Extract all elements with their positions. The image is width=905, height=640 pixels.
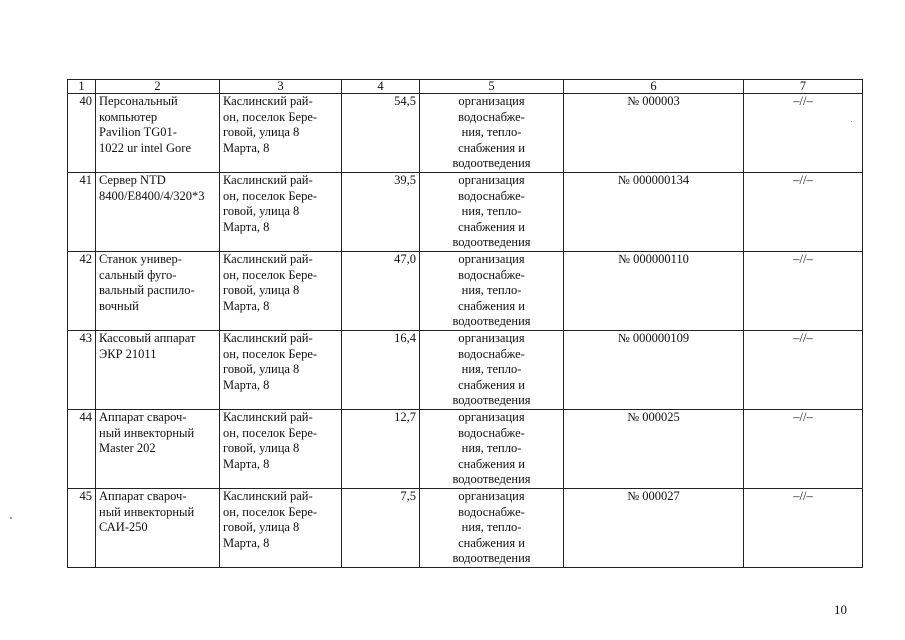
item-owner-line: снабжения и <box>458 298 525 313</box>
item-owner <box>420 173 564 252</box>
scan-speck <box>10 517 12 519</box>
item-owner-line: водоотведения <box>452 235 531 249</box>
item-name <box>96 252 220 331</box>
item-owner-line: водоотведения <box>452 156 531 170</box>
table-row <box>68 489 863 568</box>
property-table <box>67 79 863 568</box>
item-owner-line: водоснабже- <box>458 504 525 519</box>
inventory-number: № 000003 <box>564 94 744 173</box>
row-number: 44 <box>68 410 96 489</box>
col-header-4: 4 <box>342 80 420 94</box>
item-name-line: Персональный <box>99 94 178 108</box>
scan-speck <box>851 121 852 122</box>
item-address-line: Каслинский рай- <box>223 410 313 424</box>
item-owner-line: организация <box>458 410 525 424</box>
item-name-line: Pavilion TG01- <box>99 125 177 139</box>
row-number: 43 <box>68 331 96 410</box>
item-note: –//– <box>744 252 863 331</box>
item-owner-line: водоотведения <box>452 314 531 328</box>
item-name <box>96 94 220 173</box>
item-note: –//– <box>744 173 863 252</box>
table-row <box>68 252 863 331</box>
item-address-line: говой, улица 8 <box>223 125 300 139</box>
item-address-line: Марта, 8 <box>223 456 270 471</box>
item-owner <box>420 410 564 489</box>
item-owner-line: снабжения и <box>458 219 525 234</box>
item-address-line: Марта, 8 <box>223 219 270 234</box>
item-address-line: Марта, 8 <box>223 140 270 155</box>
item-owner-line: ния, тепло- <box>461 441 522 455</box>
item-address-line: Каслинский рай- <box>223 173 313 187</box>
item-address-line: он, поселок Бере- <box>223 504 318 519</box>
item-address-line: он, поселок Бере- <box>223 346 318 361</box>
item-address-line: он, поселок Бере- <box>223 188 318 203</box>
item-value: 54,5 <box>342 94 420 173</box>
col-header-5: 5 <box>420 80 564 94</box>
item-owner-line: ния, тепло- <box>461 520 522 534</box>
item-owner-line: водоотведения <box>452 551 531 565</box>
item-owner <box>420 331 564 410</box>
item-value: 12,7 <box>342 410 420 489</box>
item-name-line: Кассовый аппарат <box>99 331 196 345</box>
item-owner-line: водоснабже- <box>458 109 525 124</box>
item-address-line: он, поселок Бере- <box>223 109 318 124</box>
item-note: –//– <box>744 331 863 410</box>
item-name-line: 1022 ur intel Gore <box>99 140 191 155</box>
inventory-number: № 000000134 <box>564 173 744 252</box>
inventory-number: № 000027 <box>564 489 744 568</box>
item-name-line: Аппарат свароч- <box>99 410 187 424</box>
page-number: 10 <box>834 602 847 617</box>
item-owner <box>420 94 564 173</box>
col-header-2: 2 <box>96 80 220 94</box>
item-address-line: говой, улица 8 <box>223 283 300 297</box>
item-owner-line: водоснабже- <box>458 346 525 361</box>
col-header-3: 3 <box>220 80 342 94</box>
item-address-line: Марта, 8 <box>223 535 270 550</box>
item-owner-line: водоснабже- <box>458 425 525 440</box>
item-address <box>220 252 342 331</box>
item-note: –//– <box>744 489 863 568</box>
item-name <box>96 331 220 410</box>
table-row <box>68 331 863 410</box>
item-owner-line: водоотведения <box>452 393 531 407</box>
item-name <box>96 173 220 252</box>
item-owner-line: организация <box>458 94 525 108</box>
item-address-line: Каслинский рай- <box>223 331 313 345</box>
item-name-line: Master 202 <box>99 441 156 455</box>
row-number: 41 <box>68 173 96 252</box>
item-owner-line: снабжения и <box>458 140 525 155</box>
item-value: 7,5 <box>342 489 420 568</box>
item-note: –//– <box>744 410 863 489</box>
header-row <box>68 80 863 94</box>
table-row <box>68 410 863 489</box>
item-name-line: компьютер <box>99 109 158 124</box>
item-owner-line: снабжения и <box>458 456 525 471</box>
item-owner-line: снабжения и <box>458 535 525 550</box>
col-header-1: 1 <box>68 80 96 94</box>
item-address <box>220 410 342 489</box>
item-owner-line: организация <box>458 331 525 345</box>
item-owner <box>420 489 564 568</box>
item-address-line: говой, улица 8 <box>223 362 300 376</box>
item-owner-line: ния, тепло- <box>461 204 522 218</box>
row-number: 40 <box>68 94 96 173</box>
item-address-line: говой, улица 8 <box>223 204 300 218</box>
item-name-line: Сервер NTD <box>99 173 166 187</box>
item-owner-line: ния, тепло- <box>461 362 522 376</box>
item-owner-line: организация <box>458 489 525 503</box>
item-note: –//– <box>744 94 863 173</box>
item-address <box>220 489 342 568</box>
item-address-line: Каслинский рай- <box>223 252 313 266</box>
item-name-line: ЭКР 21011 <box>99 346 157 361</box>
item-address <box>220 94 342 173</box>
item-name-line: вочный <box>99 298 139 313</box>
item-address-line: Каслинский рай- <box>223 94 313 108</box>
item-owner-line: водоснабже- <box>458 267 525 282</box>
item-address <box>220 331 342 410</box>
col-header-6: 6 <box>564 80 744 94</box>
item-name-line: 8400/E8400/4/320*3 <box>99 188 205 203</box>
item-owner-line: водоснабже- <box>458 188 525 203</box>
item-name-line: САИ-250 <box>99 520 148 534</box>
item-owner-line: водоотведения <box>452 472 531 486</box>
item-address-line: он, поселок Бере- <box>223 267 318 282</box>
inventory-number: № 000025 <box>564 410 744 489</box>
row-number: 42 <box>68 252 96 331</box>
item-address-line: Марта, 8 <box>223 377 270 392</box>
item-name-line: Станок универ- <box>99 252 182 266</box>
item-owner <box>420 252 564 331</box>
item-address-line: говой, улица 8 <box>223 520 300 534</box>
item-owner-line: снабжения и <box>458 377 525 392</box>
item-name-line: вальный распило- <box>99 283 195 297</box>
item-name-line: ный инвекторный <box>99 425 195 440</box>
table-row <box>68 94 863 173</box>
item-address <box>220 173 342 252</box>
item-address-line: говой, улица 8 <box>223 441 300 455</box>
col-header-7: 7 <box>744 80 863 94</box>
item-address-line: Каслинский рай- <box>223 489 313 503</box>
item-name-line: сальный фуго- <box>99 267 177 282</box>
inventory-number: № 000000109 <box>564 331 744 410</box>
item-owner-line: ния, тепло- <box>461 125 522 139</box>
row-number: 45 <box>68 489 96 568</box>
item-name <box>96 489 220 568</box>
table-row <box>68 173 863 252</box>
item-value: 39,5 <box>342 173 420 252</box>
inventory-number: № 000000110 <box>564 252 744 331</box>
item-value: 16,4 <box>342 331 420 410</box>
item-address-line: Марта, 8 <box>223 298 270 313</box>
item-value: 47,0 <box>342 252 420 331</box>
item-owner-line: организация <box>458 252 525 266</box>
item-name-line: ный инвекторный <box>99 504 195 519</box>
item-owner-line: ния, тепло- <box>461 283 522 297</box>
item-address-line: он, поселок Бере- <box>223 425 318 440</box>
item-owner-line: организация <box>458 173 525 187</box>
item-name <box>96 410 220 489</box>
item-name-line: Аппарат свароч- <box>99 489 187 503</box>
